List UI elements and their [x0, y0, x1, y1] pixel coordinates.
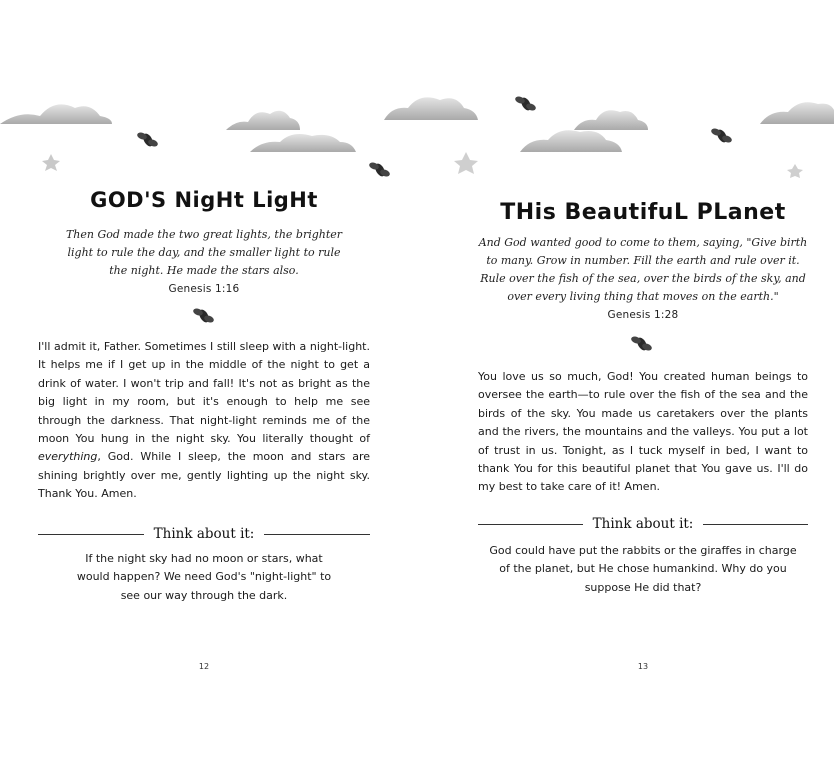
page-title: THis BeautifuL PLanet: [500, 200, 786, 225]
divider: [478, 524, 583, 525]
devotional-text: [38, 338, 370, 504]
verse-reference: Genesis 1:16: [168, 283, 240, 295]
think-question: If the night sky had no moon or stars, what would happen? We need God's "night-light" to see our way through the dark.: [76, 552, 332, 602]
think-label: Think about it:: [592, 516, 694, 532]
think-question: God could have put the rabbits or the giraffes in charge of the planet, but He chose humankind. Why do you suppose He did that?: [489, 544, 797, 594]
page-number: 12: [198, 662, 210, 671]
think-label: Think about it:: [153, 526, 255, 542]
page-title: GOD'S NigHt LigHt: [90, 188, 318, 212]
body-text-part2: , God. While I sleep, the moon and stars are shining brightly over me, gently lighting up the night sky. Thank You. Amen.: [38, 450, 370, 501]
devotional-text: You love us so much, God! You created human beings to oversee the earth—to rule over the fish of the sea and the birds of the sky. You made us caretakers over the plants and the rivers, the mountains and the valleys. You put a lot of trust in us. Tonight, as I tuck myself in bed, I want to thank You for this beautiful planet that You gave us. I'll do my best to take care of it! Amen.: [478, 370, 808, 494]
scripture-quote: [38, 226, 370, 298]
cloud-icon: [384, 97, 478, 120]
divider: [703, 524, 808, 525]
divider: [38, 534, 144, 535]
firefly-icon: [630, 334, 654, 354]
star-icon: [454, 152, 478, 174]
think-about-it-heading: [38, 524, 370, 544]
verse-reference: Genesis 1:28: [607, 309, 679, 321]
page-number: 13: [637, 662, 649, 671]
verse-text: And God wanted good to come to them, saying, "Give birth to many. Grow in number. Fill the earth and rule over it. Rule over the fish of the sea, over the birds of the sky, and over every living thing that moves on the earth.": [478, 236, 808, 303]
divider: [264, 534, 370, 535]
scripture-quote: [478, 234, 808, 324]
verse-text: Then God made the two great lights, the brighter light to rule the day, and the smaller light to rule the night. He made the stars also.: [65, 228, 343, 277]
body-emphasis: everything: [38, 450, 98, 464]
body-text-part1: I'll admit it, Father. Sometimes I still sleep with a night-light. It helps me if I get up in the middle of the night to get a drink of water. I won't trip and fall! It's not as bright as the big light in my room, but it's enough to help me see through the darkness. That night-light reminds me of the moon You hung in the night sky. You literally thought of: [38, 340, 370, 446]
left-page: [38, 0, 370, 772]
firefly-icon: [368, 161, 391, 178]
right-page: [478, 0, 808, 772]
firefly-icon: [192, 306, 216, 326]
think-about-it-heading: [478, 514, 808, 534]
